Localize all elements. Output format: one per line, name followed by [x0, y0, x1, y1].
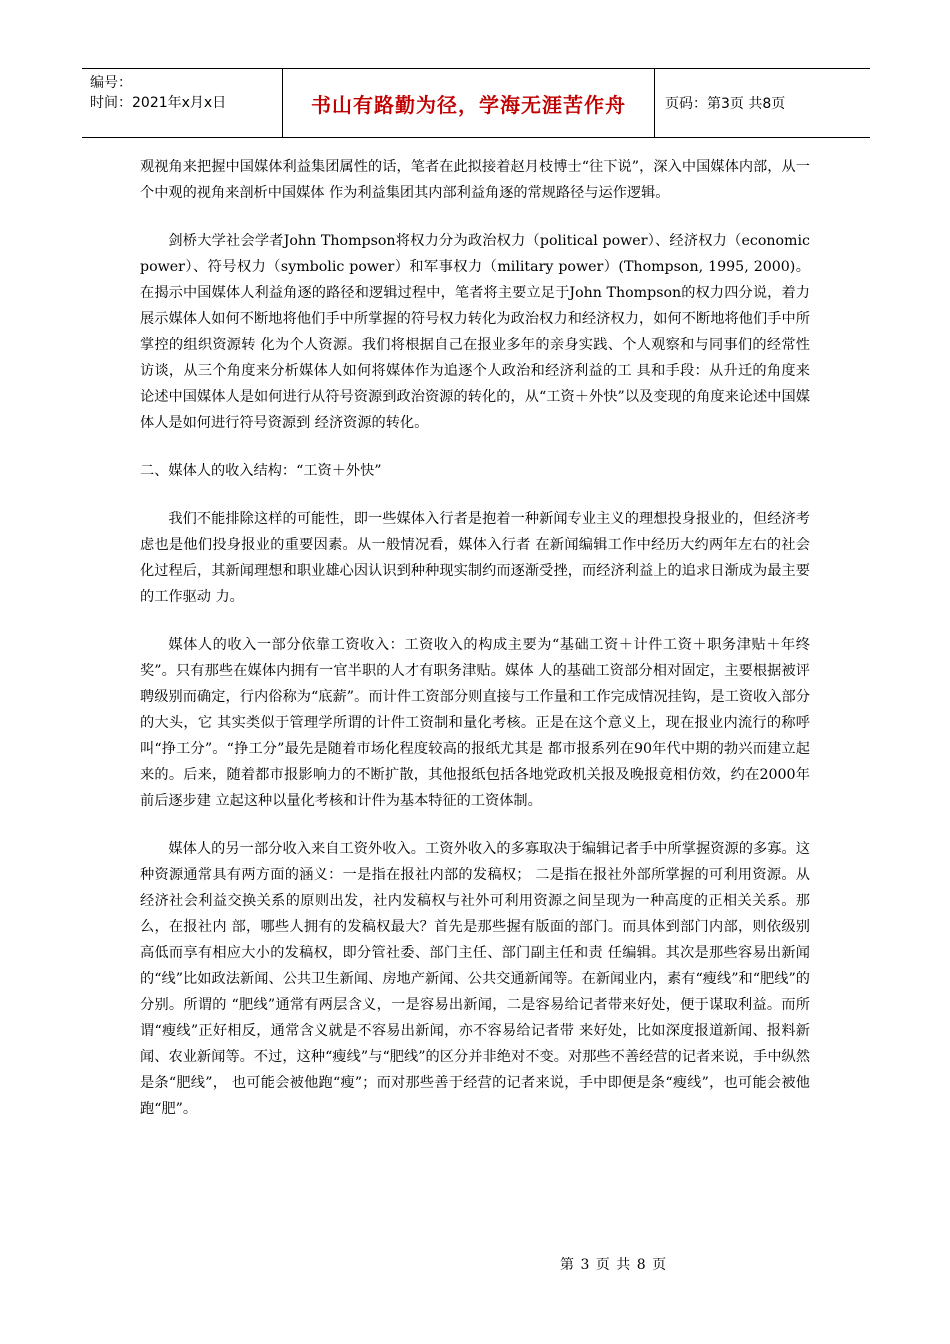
page-footer: 第 3 页 共 8 页 — [560, 1257, 668, 1273]
document-date-label: 时间：2021年x月x日 — [90, 95, 227, 111]
paragraph: 我们不能排除这样的可能性，即一些媒体入行者是抱着一种新闻专业主义的理想投身报业的，但经济考虑也是他们投身报业的重要因素。从一般情况看，媒体入行者 在新闻编辑工作中经历大约两年左右的社会化过程后，其新闻理想和职业雄心因认识到种种现实制约而逐渐受挫，而经济利益上的追求日渐成为最主要的工作驱动 力。 — [140, 511, 810, 605]
header-meta — [82, 69, 283, 137]
paragraph: 媒体人的收入一部分依靠工资收入：工资收入的构成主要为“基础工资＋计件工资＋职务津贴＋年终奖”。只有那些在媒体内拥有一官半职的人才有职务津贴。媒体 人的基础工资部分相对固定，主要根据被评聘级别而确定，行内俗称为“底薪”。而计件工资部分则直接与工作量和工作完成情况挂钩，是工资收入部分的大头，它 其实类似于管理学所谓的计件工资制和量化考核。正是在这个意义上，现在报业内流行的称呼叫“挣工分”。“挣工分”最先是随着市场化程度较高的报纸尤其是 都市报系列在90年代中期的勃兴而建立起来的。后来，随着都市报影响力的不断扩散，其他报纸包括各地党政机关报及晚报竟相仿效，约在2000年前后逐步建 立起这种以量化考核和计件为基本特征的工资体制。 — [140, 637, 810, 809]
header-motto: 书山有路勤为径，学海无涯苦作舟 — [283, 69, 655, 137]
paragraph: 媒体人的另一部分收入来自工资外收入。工资外收入的多寡取决于编辑记者手中所掌握资源的多寡。这种资源通常具有两方面的涵义：一是指在报社内部的发稿权； 二是指在报社外部所掌握的可利用资源。从经济社会利益交换关系的原则出发，社内发稿权与社外可利用资源之间呈现为一种高度的正相关关系。那么，在报社内 部，哪些人拥有的发稿权最大？首先是那些握有版面的部门。而具体到部门内部，则依级别高低而享有相应大小的发稿权，即分管社委、部门主任、部门副主任和责 任编辑。其次是那些容易出新闻的“线”比如政法新闻、公共卫生新闻、房地产新闻、公共交通新闻等。在新闻业内，素有“瘦线”和“肥线”的分别。所谓的 “肥线”通常有两层含义，一是容易出新闻，二是容易给记者带来好处，便于谋取利益。而所谓“瘦线”正好相反，通常含义就是不容易出新闻，亦不容易给记者带 来好处，比如深度报道新闻、报料新闻、农业新闻等。不过，这种“瘦线”与“肥线”的区分并非绝对不变。对那些不善经营的记者来说，手中纵然是条“肥线”， 也可能会被他跑“瘦”；而对那些善于经营的记者来说，手中即便是条“瘦线”，也可能会被他跑“肥”。 — [140, 841, 810, 1117]
paragraph: 剑桥大学社会学者John Thompson将权力分为政治权力（political power）、经济权力（economic power）、符号权力（symbolic power）和军事权力（military power）(Thompson, 1995, 2000)。在揭示中国媒体人利益角逐的路径和逻辑过程中，笔者将主要立足于John Thompson的权力四分说，着力展示媒体人如何不断地将他们手中所掌握的符号权力转化为政治权力和经济权力，如何不断地将他们手中所掌控的组织资源转 化为个人资源。我们将根据自己在报业多年的亲身实践、个人观察和与同事们的经常性访谈，从三个角度来分析媒体人如何将媒体作为追逐个人政治和经济利益的工 具和手段：从升迁的角度来论述中国媒体人是如何进行从符号资源到政治资源的转化的，从“工资＋外快”以及变现的角度来论述中国媒体人是如何进行符号资源到 经济资源的转化。 — [140, 233, 810, 431]
section-heading: 二、媒体人的收入结构：“工资＋外快” — [140, 463, 382, 479]
paragraph: 观视角来把握中国媒体利益集团属性的话，笔者在此拟接着赵月枝博士“往下说”，深入中国媒体内部，从一个中观的视角来剖析中国媒体 作为利益集团其内部利益角逐的常规路径与运作逻辑。 — [140, 159, 810, 201]
header-page-info: 页码：第3页 共8页 — [665, 96, 786, 112]
document-number-label: 编号： — [90, 75, 132, 91]
document-body — [140, 154, 810, 1144]
page-header — [82, 68, 870, 138]
